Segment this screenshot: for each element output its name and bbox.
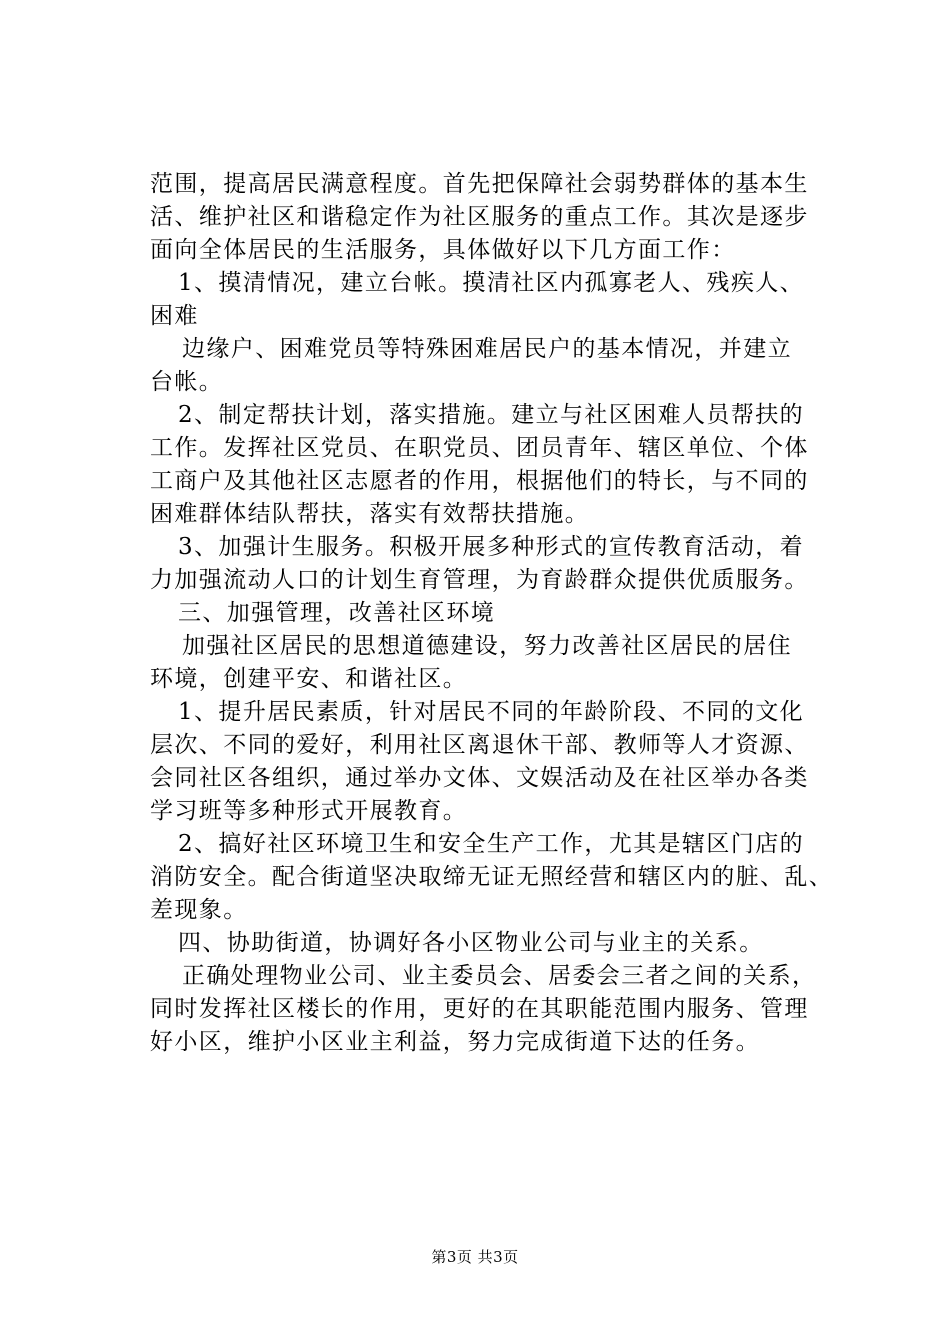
document-line: 会同社区各组织，通过举办文体、文娱活动及在社区举办各类 <box>150 765 809 791</box>
document-line: 同时发挥社区楼长的作用，更好的在其职能范围内服务、管理 <box>150 996 809 1022</box>
document-line: 活、维护社区和谐稳定作为社区服务的重点工作。其次是逐步 <box>150 204 809 230</box>
document-line: 范围，提高居民满意程度。首先把保障社会弱势群体的基本生 <box>150 171 809 197</box>
document-line: 正确处理物业公司、业主委员会、居委会三者之间的关系， <box>182 963 817 989</box>
document-line: 2、制定帮扶计划，落实措施。建立与社区困难人员帮扶的 <box>178 402 805 428</box>
document-line: 1、摸清情况，建立台帐。摸清社区内孤寡老人、残疾人、 <box>178 270 805 296</box>
document-line: 层次、不同的爱好，利用社区离退休干部、教师等人才资源、 <box>150 732 809 758</box>
document-line: 四、协助街道，协调好各小区物业公司与业主的关系。 <box>178 930 764 956</box>
document-line: 工作。发挥社区党员、在职党员、团员青年、辖区单位、个体 <box>150 435 809 461</box>
document-line: 台帐。 <box>150 369 224 395</box>
document-line: 边缘户、困难党员等特殊困难居民户的基本情况，并建立 <box>182 336 792 362</box>
document-line: 环境，创建平安、和谐社区。 <box>150 666 468 692</box>
document-line: 三、加强管理，改善社区环境 <box>178 600 496 626</box>
document-line: 差现象。 <box>150 897 248 923</box>
document-line: 好小区，维护小区业主利益，努力完成街道下达的任务。 <box>150 1029 760 1055</box>
document-line: 1、提升居民素质，针对居民不同的年龄阶段、不同的文化 <box>178 699 805 725</box>
document-line: 困难群体结队帮扶，落实有效帮扶措施。 <box>150 501 590 527</box>
document-line: 力加强流动人口的计划生育管理，为育龄群众提供优质服务。 <box>150 567 809 593</box>
document-line: 面向全体居民的生活服务，具体做好以下几方面工作： <box>150 237 736 263</box>
document-line: 2、搞好社区环境卫生和安全生产工作，尤其是辖区门店的 <box>178 831 805 857</box>
document-line: 消防安全。配合街道坚决取缔无证无照经营和辖区内的脏、乱、 <box>150 864 834 890</box>
document-line: 学习班等多种形式开展教育。 <box>150 798 468 824</box>
document-line: 加强社区居民的思想道德建设，努力改善社区居民的居住 <box>182 633 792 659</box>
document-body <box>150 168 840 1059</box>
document-line: 工商户及其他社区志愿者的作用，根据他们的特长，与不同的 <box>150 468 809 494</box>
document-line: 3、加强计生服务。积极开展多种形式的宣传教育活动，着 <box>178 534 805 560</box>
page-footer: 第3页 共3页 <box>431 1248 519 1266</box>
document-line: 困难 <box>150 303 199 329</box>
